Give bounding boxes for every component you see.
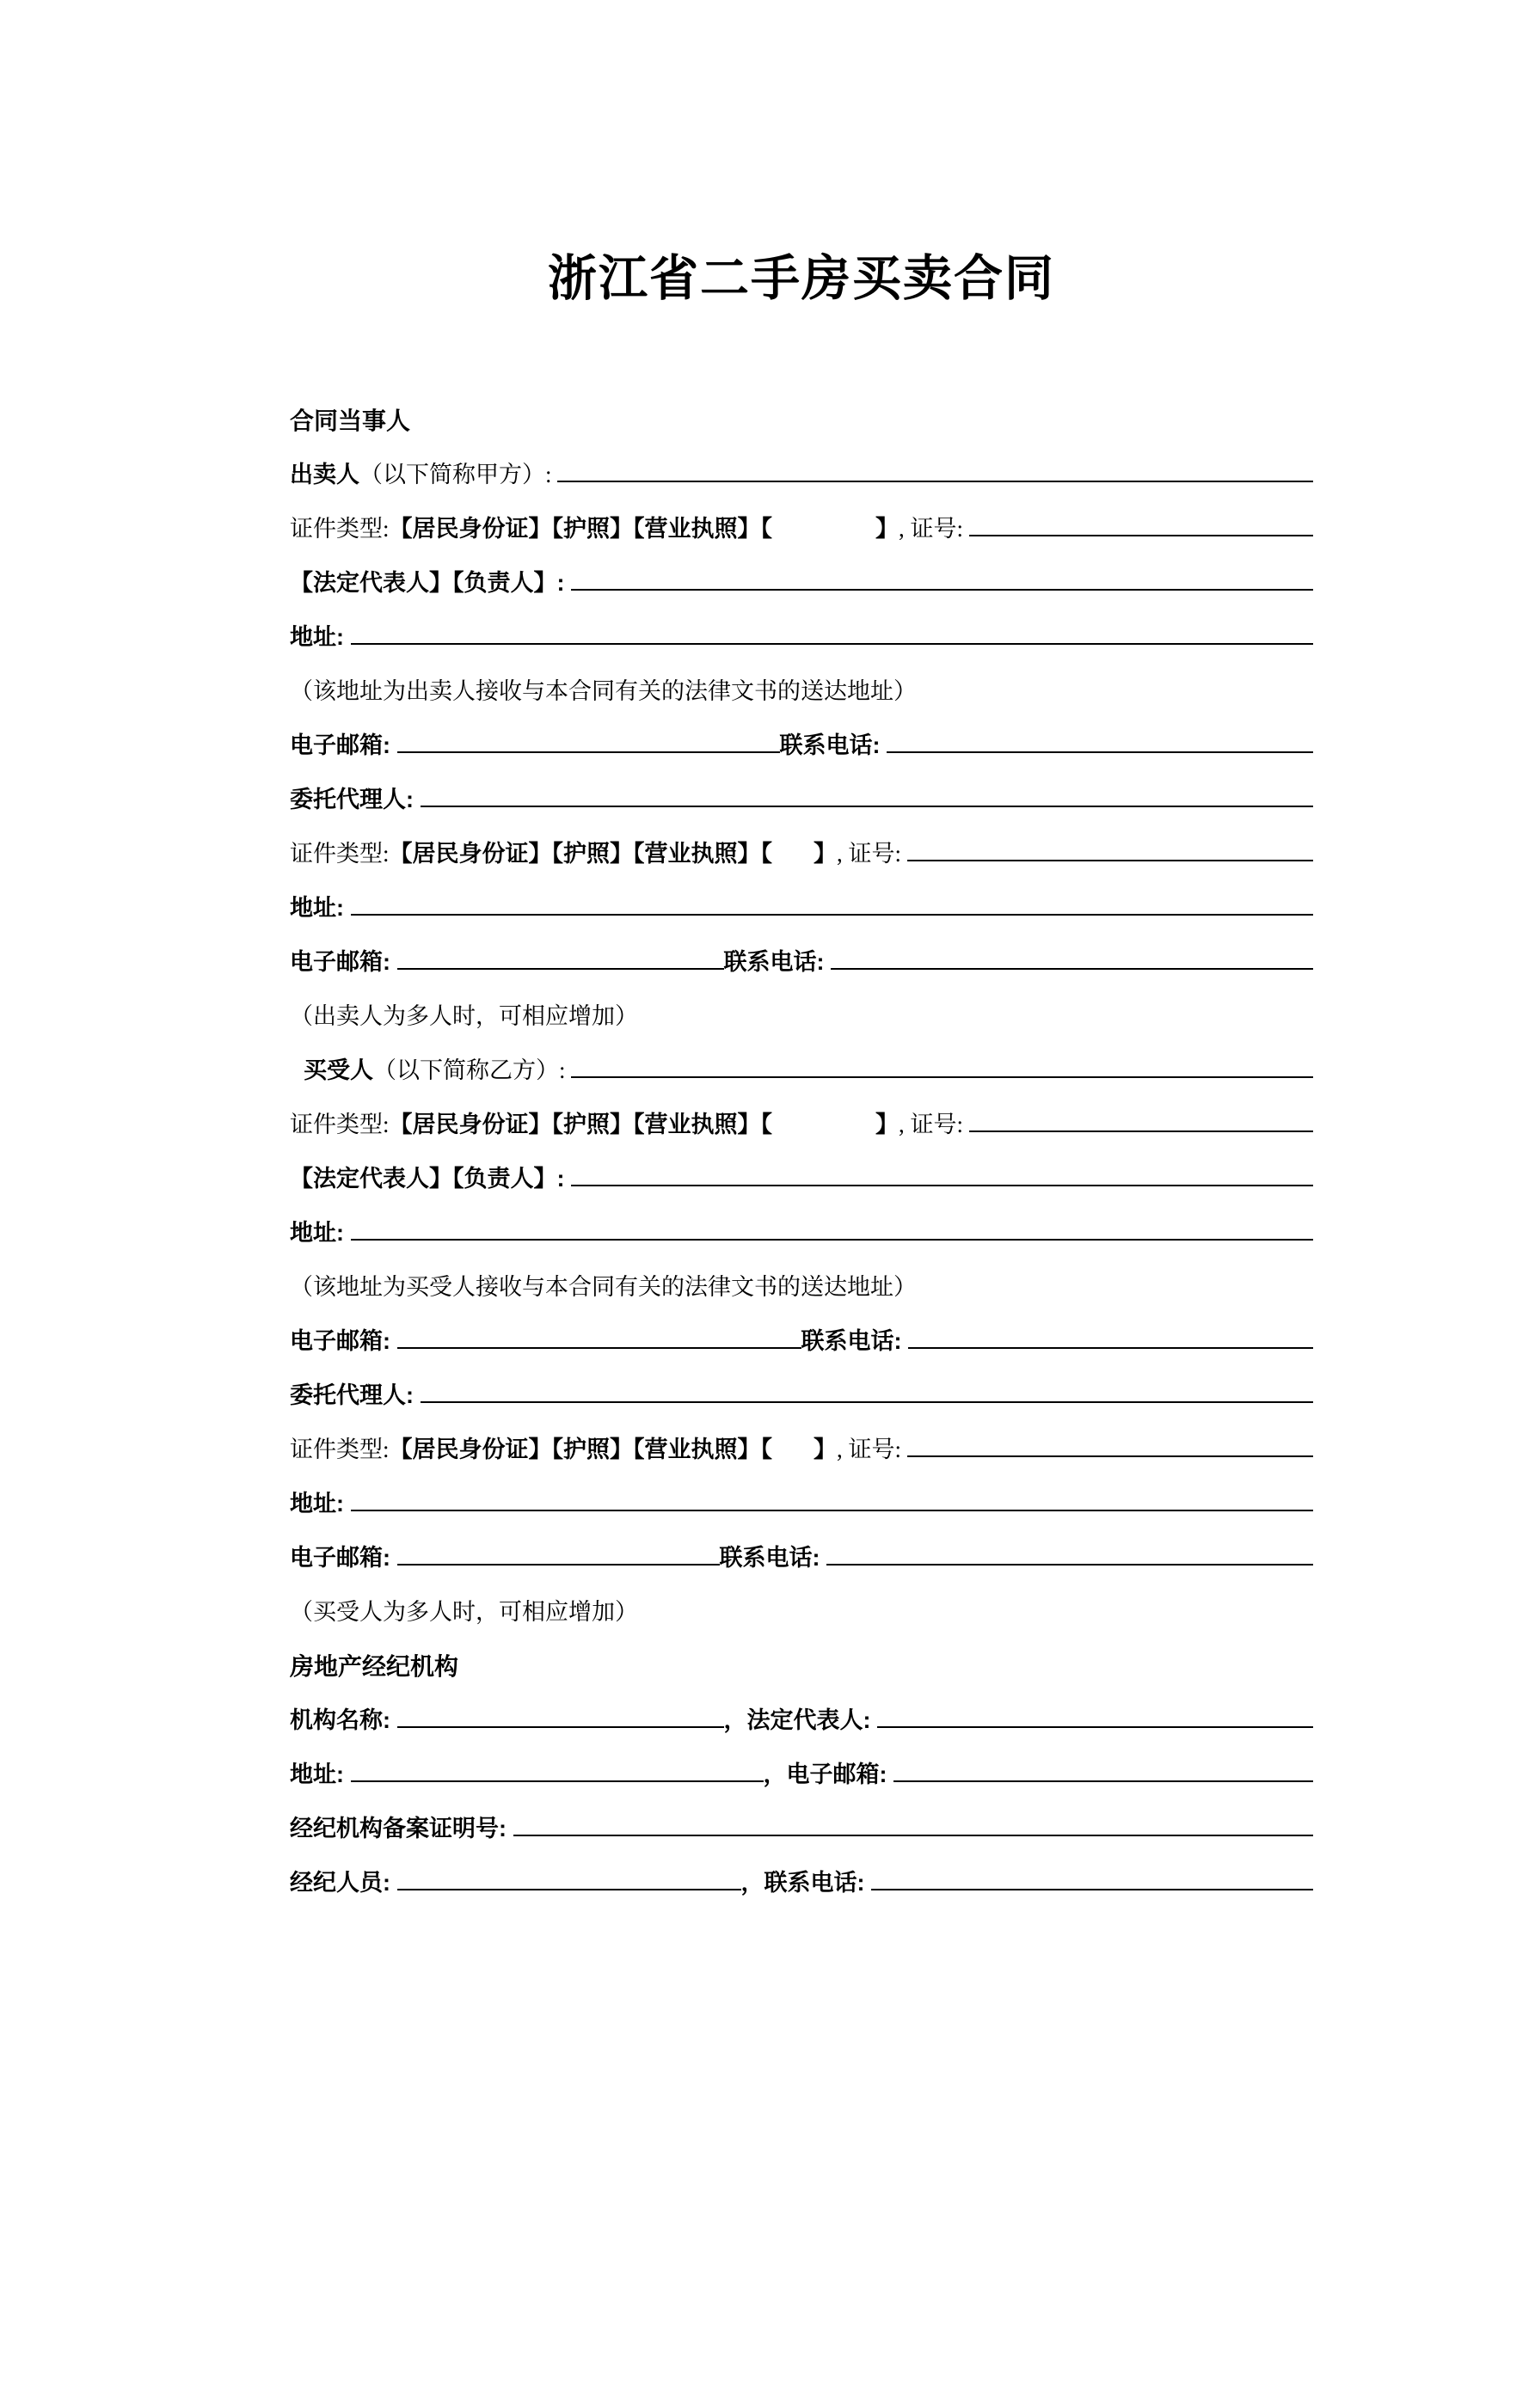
blank-field	[969, 1130, 1313, 1132]
form-line	[290, 935, 1313, 990]
field-label: 地址:	[290, 895, 351, 921]
field-label: 】	[875, 516, 900, 542]
field-label: 联系电话:	[801, 1328, 908, 1354]
blank-field	[871, 1889, 1313, 1890]
field-label: 】	[875, 1112, 900, 1137]
blank-field	[397, 1889, 741, 1890]
form-line	[290, 556, 1313, 610]
field-label: 联系电话:	[779, 732, 887, 758]
form-line	[290, 610, 1313, 665]
blank-field	[571, 1076, 1313, 1078]
text-segment: （买受人为多人时，可相应增加）	[290, 1599, 638, 1625]
blank-field	[397, 968, 724, 970]
blank-field	[831, 968, 1313, 970]
note-line	[290, 990, 1313, 1044]
field-label: 房地产经纪机构	[290, 1653, 459, 1680]
field-label: 【居民身份证】【护照】【营业执照】【	[389, 1437, 773, 1462]
field-label: 电子邮箱:	[290, 732, 397, 758]
text-segment: 证件类型:	[290, 841, 390, 867]
section-heading	[290, 394, 1313, 448]
note-line	[290, 1585, 1313, 1639]
text-segment: （以下简称乙方）:	[373, 1057, 572, 1083]
field-label: 】	[814, 1437, 838, 1462]
field-label: 【法定代表人】【负责人】:	[290, 1166, 571, 1192]
text-segment: （该地址为出卖人接收与本合同有关的法律文书的送达地址）	[290, 678, 917, 704]
field-label: 经纪机构备案证明号:	[290, 1816, 513, 1841]
blank-field	[351, 1239, 1314, 1241]
field-label: 【居民身份证】【护照】【营业执照】【	[389, 516, 773, 542]
field-label: 联系电话:	[719, 1545, 826, 1571]
blank-field	[397, 1347, 801, 1349]
blank-field	[877, 1726, 1313, 1728]
field-label: 电子邮箱:	[290, 949, 397, 975]
blank-field	[397, 751, 780, 753]
blank-field	[969, 535, 1313, 536]
blank-field	[421, 806, 1314, 807]
section-heading	[290, 1639, 1313, 1694]
field-label: 出卖人	[290, 462, 359, 487]
contract-page	[0, 239, 1535, 2408]
blank-field	[397, 1564, 720, 1566]
form-line	[290, 881, 1313, 935]
blank-field	[826, 1564, 1313, 1566]
blank-field	[571, 1185, 1313, 1186]
blank-field	[397, 1726, 724, 1728]
form-line	[290, 1423, 1313, 1477]
blank-field	[351, 914, 1314, 916]
field-label: 电子邮箱:	[290, 1545, 397, 1571]
field-label: 【法定代表人】【负责人】:	[290, 570, 571, 596]
text-segment: （以下简称甲方）:	[359, 462, 558, 487]
form-line	[290, 773, 1313, 827]
blank-field	[893, 1780, 1313, 1782]
form-line	[290, 1098, 1313, 1152]
field-label: 机构名称:	[290, 1707, 397, 1733]
note-line	[290, 1260, 1313, 1314]
blank-field	[907, 1455, 1313, 1457]
form-line	[290, 1477, 1313, 1531]
blank-field	[351, 643, 1314, 645]
blank-field	[571, 589, 1313, 591]
blank-field	[351, 1510, 1314, 1511]
blank-field	[557, 481, 1313, 482]
text-segment: （该地址为买受人接收与本合同有关的法律文书的送达地址）	[290, 1274, 917, 1300]
blank-field	[907, 860, 1313, 861]
blank-field	[421, 1401, 1314, 1403]
blank-field	[513, 1835, 1314, 1836]
field-label: ，电子邮箱:	[763, 1762, 893, 1787]
blank-field	[351, 1780, 764, 1782]
document-title: 浙江省二手房买卖合同	[548, 251, 1055, 306]
field-label: 地址:	[290, 1220, 351, 1246]
field-label: 地址:	[290, 1491, 351, 1516]
text-segment: , 证号:	[899, 516, 969, 542]
field-label: 【居民身份证】【护照】【营业执照】【	[389, 1112, 773, 1137]
field-label: ，法定代表人:	[723, 1707, 877, 1733]
note-line	[290, 665, 1313, 719]
field-label: 地址:	[290, 624, 351, 650]
field-label: 委托代理人:	[290, 787, 421, 812]
field-label: 【居民身份证】【护照】【营业执照】【	[389, 841, 773, 867]
field-label: 经纪人员:	[290, 1870, 397, 1896]
form-line	[290, 1856, 1313, 1910]
form-line	[290, 1044, 1313, 1098]
text-segment: 证件类型:	[290, 516, 390, 542]
field-label: ，联系电话:	[740, 1870, 871, 1896]
form-line	[290, 827, 1313, 881]
form-line	[290, 1206, 1313, 1260]
field-label: 委托代理人:	[290, 1382, 421, 1408]
text-segment: , 证号:	[837, 1437, 907, 1462]
blank-field	[887, 751, 1313, 753]
form-line	[290, 1152, 1313, 1206]
form-line	[290, 1369, 1313, 1423]
field-label: 地址:	[290, 1762, 351, 1787]
form-line	[290, 1531, 1313, 1585]
text-segment: , 证号:	[837, 841, 907, 867]
field-label: 联系电话:	[723, 949, 831, 975]
field-label: 】	[814, 841, 838, 867]
field-label: 买受人	[304, 1057, 373, 1083]
form-line	[290, 1802, 1313, 1856]
form-line	[290, 719, 1313, 773]
text-segment: （出卖人为多人时，可相应增加）	[290, 1003, 638, 1029]
form-line	[290, 502, 1313, 556]
blank-field	[908, 1347, 1313, 1349]
form-line	[290, 448, 1313, 502]
form-line	[290, 1694, 1313, 1748]
form-line	[290, 1748, 1313, 1802]
field-label: 合同当事人	[290, 407, 411, 434]
form-line	[290, 1314, 1313, 1369]
text-segment: 证件类型:	[290, 1437, 390, 1462]
field-label: 电子邮箱:	[290, 1328, 397, 1354]
document-body	[290, 394, 1313, 1910]
text-segment: 证件类型:	[290, 1112, 390, 1137]
text-segment: , 证号:	[899, 1112, 969, 1137]
